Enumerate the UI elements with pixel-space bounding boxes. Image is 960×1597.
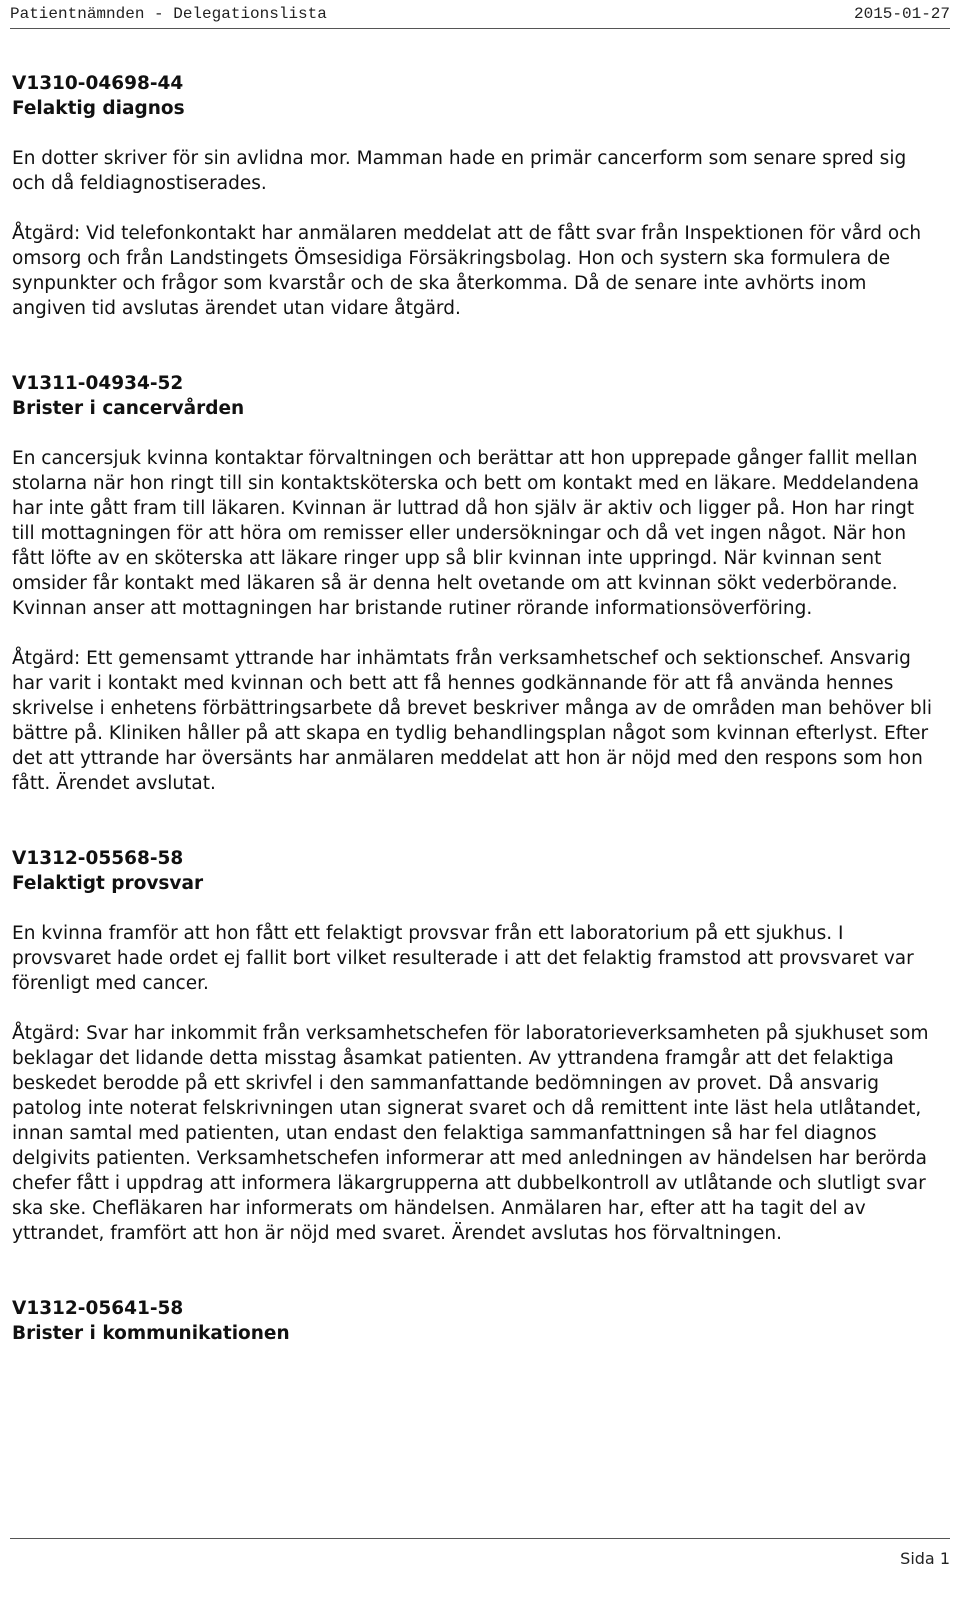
case-body (12, 921, 942, 1246)
case-action: Åtgärd: Svar har inkommit från verksamhetschefen för laboratorieverksamheten på sjukhuset som beklagar det lidande detta misstag åsamkat patienten. Av yttrandena framgår att det felaktiga beskedet berodde på ett skrivfel i den sammanfattande bedömningen av provet. Då ansvarig patolog inte noterat felskrivningen utan signerat svaret och då remittent inte läst hela utlåtandet, innan samtal med patienten, utan endast den felaktiga sammanfattningen så har fel diagnos delgivits patienten. Verksamhetschefen informerar att med anledningen av händelsen har berörda chefer fått i uppdrag att informera läkargrupperna att dubbelkontroll av utlåtande och slutligt svar ska ske. Chefläkaren har informerats om händelsen. Anmälaren har, efter att ha tagit del av yttrandet, framfört att hon är nöjd med svaret. Ärendet avslutas hos förvaltningen. (12, 1023, 929, 1244)
case-entry (12, 371, 942, 796)
case-body (12, 146, 942, 321)
case-id: V1311-04934-52 (12, 373, 184, 394)
document-date: 2015-01-27 (853, 5, 950, 23)
case-id: V1312-05568-58 (12, 848, 184, 869)
case-entry (12, 71, 942, 321)
case-id: V1312-05641-58 (12, 1298, 184, 1319)
case-title: Felaktigt provsvar (12, 873, 204, 894)
page-number: Sida 1 (900, 1549, 950, 1568)
case-description: En dotter skriver för sin avlidna mor. Mamman hade en primär cancerform som senare spred sig och då feldiagnostiserades. (12, 148, 907, 194)
case-entry (12, 846, 942, 1246)
document-title: Patientnämnden - Delegationslista (10, 5, 327, 23)
case-id: V1310-04698-44 (12, 73, 184, 94)
case-body (12, 446, 942, 796)
case-action: Åtgärd: Ett gemensamt yttrande har inhämtats från verksamhetschef och sektionschef. Ansvarig har varit i kontakt med kvinnan och bett att få hennes godkännande för att få använda hennes skrivelse i enhetens förbättringsarbete då brevet beskriver många av de områden man behöver bli bättre på. Kliniken håller på att skapa en tydlig behandlingsplan något som kvinnan efterlyst. Efter det att yttrande har översänts har anmälaren meddelat att hon är nöjd med den respons som hon fått. Ärendet avslutat. (12, 648, 933, 794)
case-list (12, 71, 942, 1396)
case-title: Brister i cancervården (12, 398, 245, 419)
case-description: En cancersjuk kvinna kontaktar förvaltningen och berättar att hon upprepade gånger fallit mellan stolarna när hon ringt till sin kontaktsköterska och bett om kontakt med en läkare. Meddelandena har inte gått fram till läkaren. Kvinnan är luttrad då hon själv är aktiv och ligger på. Hon har ringt till mottagningen för att höra om remisser eller undersökningar och då vet ingen något. När hon fått löfte av en sköterska att läkare ringer upp så blir kvinnan inte uppringd. När kvinnan sent omsider får kontakt med läkaren så är denna helt ovetande om att kvinnan sökt vederbörande. Kvinnan anser att mottagningen har bristande rutiner rörande informationsöverföring. (12, 448, 920, 619)
page-footer (10, 1538, 950, 1579)
case-action: Åtgärd: Vid telefonkontakt har anmälaren meddelat att de fått svar från Inspektionen för vård och omsorg och från Landstingets Ömsesidiga Försäkringsbolag. Hon och systern ska formulera de synpunkter och frågor som kvarstår och de ska återkomma. Då de senare inte avhörts inom angiven tid avslutas ärendet utan vidare åtgärd. (12, 223, 922, 319)
case-title: Felaktig diagnos (12, 98, 185, 119)
case-description: En kvinna framför att hon fått ett felaktigt provsvar från ett laboratorium på ett sjukhus. I provsvaret hade ordet ej fallit bort vilket resulterade i att det felaktig framstod att provsvaret var förenligt med cancer. (12, 923, 914, 994)
page-header (10, 0, 950, 29)
case-entry (12, 1296, 942, 1346)
case-title: Brister i kommunikationen (12, 1323, 290, 1344)
